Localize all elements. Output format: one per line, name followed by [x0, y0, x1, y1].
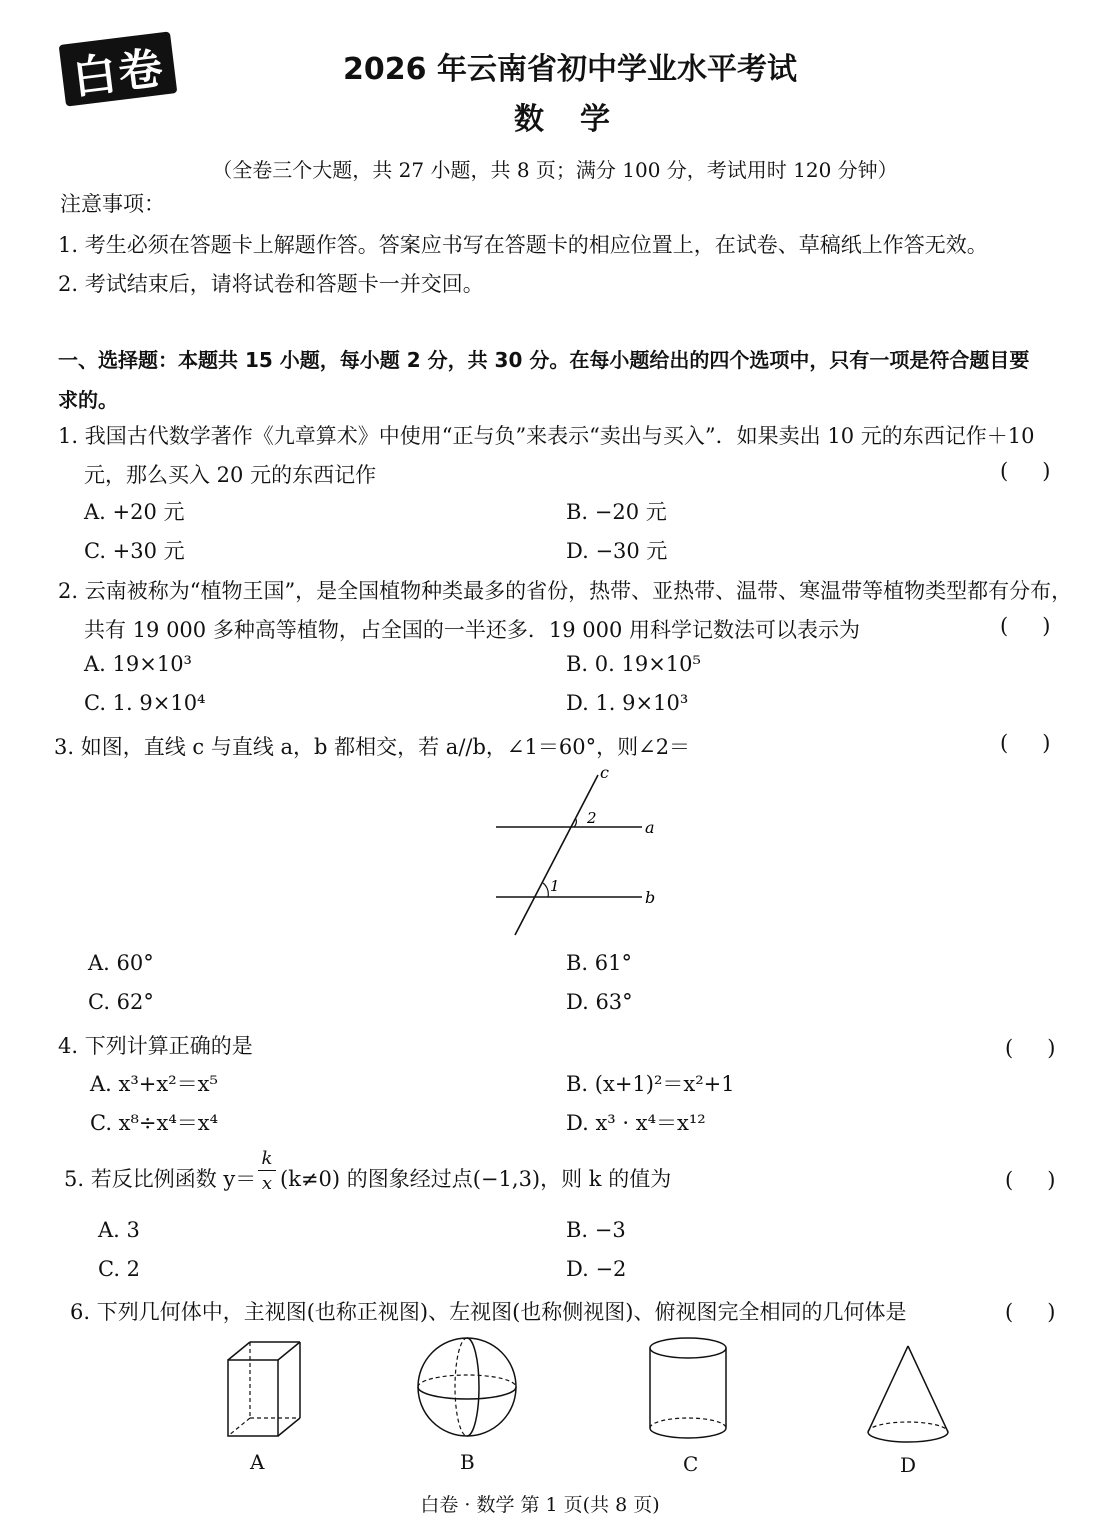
solid-d-label: D: [900, 1453, 917, 1477]
q5-fraction-numerator: k: [258, 1148, 276, 1171]
q6-text: 6. 下列几何体中，主视图(也称正视图)、左视图(也称侧视图)、俯视图完全相同的几何体是: [70, 1300, 907, 1324]
q6-answer-blank[interactable]: (): [1005, 1300, 1090, 1324]
line-b-label: b: [645, 888, 656, 907]
angle-1-arc: [543, 883, 548, 897]
line-c-label: c: [600, 763, 609, 782]
q3-option-d[interactable]: D. 63°: [566, 990, 633, 1014]
q4-option-c[interactable]: C. x⁸÷x⁴＝x⁴: [90, 1111, 219, 1135]
solid-a-label: A: [250, 1450, 265, 1474]
q2-option-c[interactable]: C. 1. 9×10⁴: [84, 691, 206, 715]
notice-item-2: 2. 考试结束后，请将试卷和答题卡一并交回。: [58, 272, 484, 296]
section-1-heading-cont: 求的。: [58, 388, 118, 412]
q1-option-b[interactable]: B. −20 元: [566, 500, 667, 524]
notice-heading: 注意事项：: [60, 192, 165, 216]
q2-option-b[interactable]: B. 0. 19×10⁵: [566, 652, 701, 676]
exam-subtitle: （全卷三个大题，共 27 小题，共 8 页；满分 100 分，考试用时 120 分钟）: [212, 158, 898, 182]
q2-option-a[interactable]: A. 19×10³: [84, 652, 192, 676]
q1-text: 1. 我国古代数学著作《九章算术》中使用“正与负”来表示“卖出与买入”．如果卖出 10 元的东西记作＋10: [58, 424, 1035, 448]
q4-answer-blank[interactable]: (): [1005, 1036, 1090, 1060]
q4-option-a[interactable]: A. x³+x²＝x⁵: [90, 1072, 218, 1096]
q5-option-d[interactable]: D. −2: [566, 1257, 627, 1281]
q1-option-a[interactable]: A. +20 元: [84, 500, 185, 524]
q5-option-b[interactable]: B. −3: [566, 1218, 626, 1242]
page-footer: 白卷 · 数学 第 1 页(共 8 页): [420, 1494, 660, 1516]
solid-c-label: C: [683, 1452, 699, 1476]
q2-text-cont: 共有 19 000 多种高等植物，占全国的一半还多．19 000 用科学记数法可以表示为: [84, 618, 860, 642]
solid-d-cone[interactable]: [860, 1340, 956, 1450]
angle-2-label: 2: [587, 809, 597, 827]
q5-option-c[interactable]: C. 2: [98, 1257, 141, 1281]
q3-text: 3. 如图，直线 c 与直线 a，b 都相交，若 a//b，∠1＝60°，则∠2＝: [54, 735, 691, 759]
q3-option-b[interactable]: B. 61°: [566, 951, 633, 975]
q2-answer-blank[interactable]: (): [1000, 614, 1085, 638]
q3-option-c[interactable]: C. 62°: [88, 990, 154, 1014]
q5-text-pre: 5. 若反比例函数 y＝: [64, 1167, 257, 1191]
q3-option-a[interactable]: A. 60°: [88, 951, 154, 975]
exam-title: 2026 年云南省初中学业水平考试: [343, 52, 797, 87]
q2-text: 2. 云南被称为“植物王国”，是全国植物种类最多的省份，热带、亚热带、温带、寒温带等植物类型都有分布，: [58, 579, 1073, 603]
solid-c-cylinder[interactable]: [642, 1333, 734, 1448]
q1-text-cont: 元，那么买入 20 元的东西记作: [84, 463, 377, 487]
solid-b-sphere[interactable]: [412, 1332, 522, 1442]
q1-answer-blank[interactable]: (): [1000, 459, 1085, 483]
q1-option-d[interactable]: D. −30 元: [566, 539, 668, 563]
parallel-lines-figure: [480, 760, 670, 945]
q3-answer-blank[interactable]: (): [1000, 731, 1085, 755]
q5-text-post: (k≠0) 的图象经过点(−1,3)，则 k 的值为: [280, 1167, 672, 1191]
solid-b-label: B: [460, 1450, 475, 1474]
line-a-label: a: [645, 818, 655, 837]
subject-title: 数学: [514, 102, 646, 137]
q2-option-d[interactable]: D. 1. 9×10³: [566, 691, 689, 715]
q1-option-c[interactable]: C. +30 元: [84, 539, 185, 563]
section-1-heading: 一、选择题：本题共 15 小题，每小题 2 分，共 30 分。在每小题给出的四个选项中，只有一项是符合题目要: [58, 348, 1030, 372]
q5-option-a[interactable]: A. 3: [98, 1218, 140, 1242]
q4-text: 4. 下列计算正确的是: [58, 1034, 253, 1058]
q5-fraction-denominator: x: [261, 1173, 273, 1194]
paper-type-badge: 白卷: [59, 31, 178, 106]
q4-option-d[interactable]: D. x³ · x⁴＝x¹²: [566, 1111, 706, 1135]
q5-answer-blank[interactable]: (): [1005, 1168, 1090, 1192]
line-c: [515, 775, 598, 935]
q4-option-b[interactable]: B. (x+1)²＝x²+1: [566, 1072, 735, 1096]
notice-item-1: 1. 考生必须在答题卡上解题作答。答案应书写在答题卡的相应位置上，在试卷、草稿纸上作答无效。: [58, 233, 988, 257]
solid-a-prism[interactable]: [215, 1335, 305, 1445]
angle-1-label: 1: [550, 877, 560, 895]
